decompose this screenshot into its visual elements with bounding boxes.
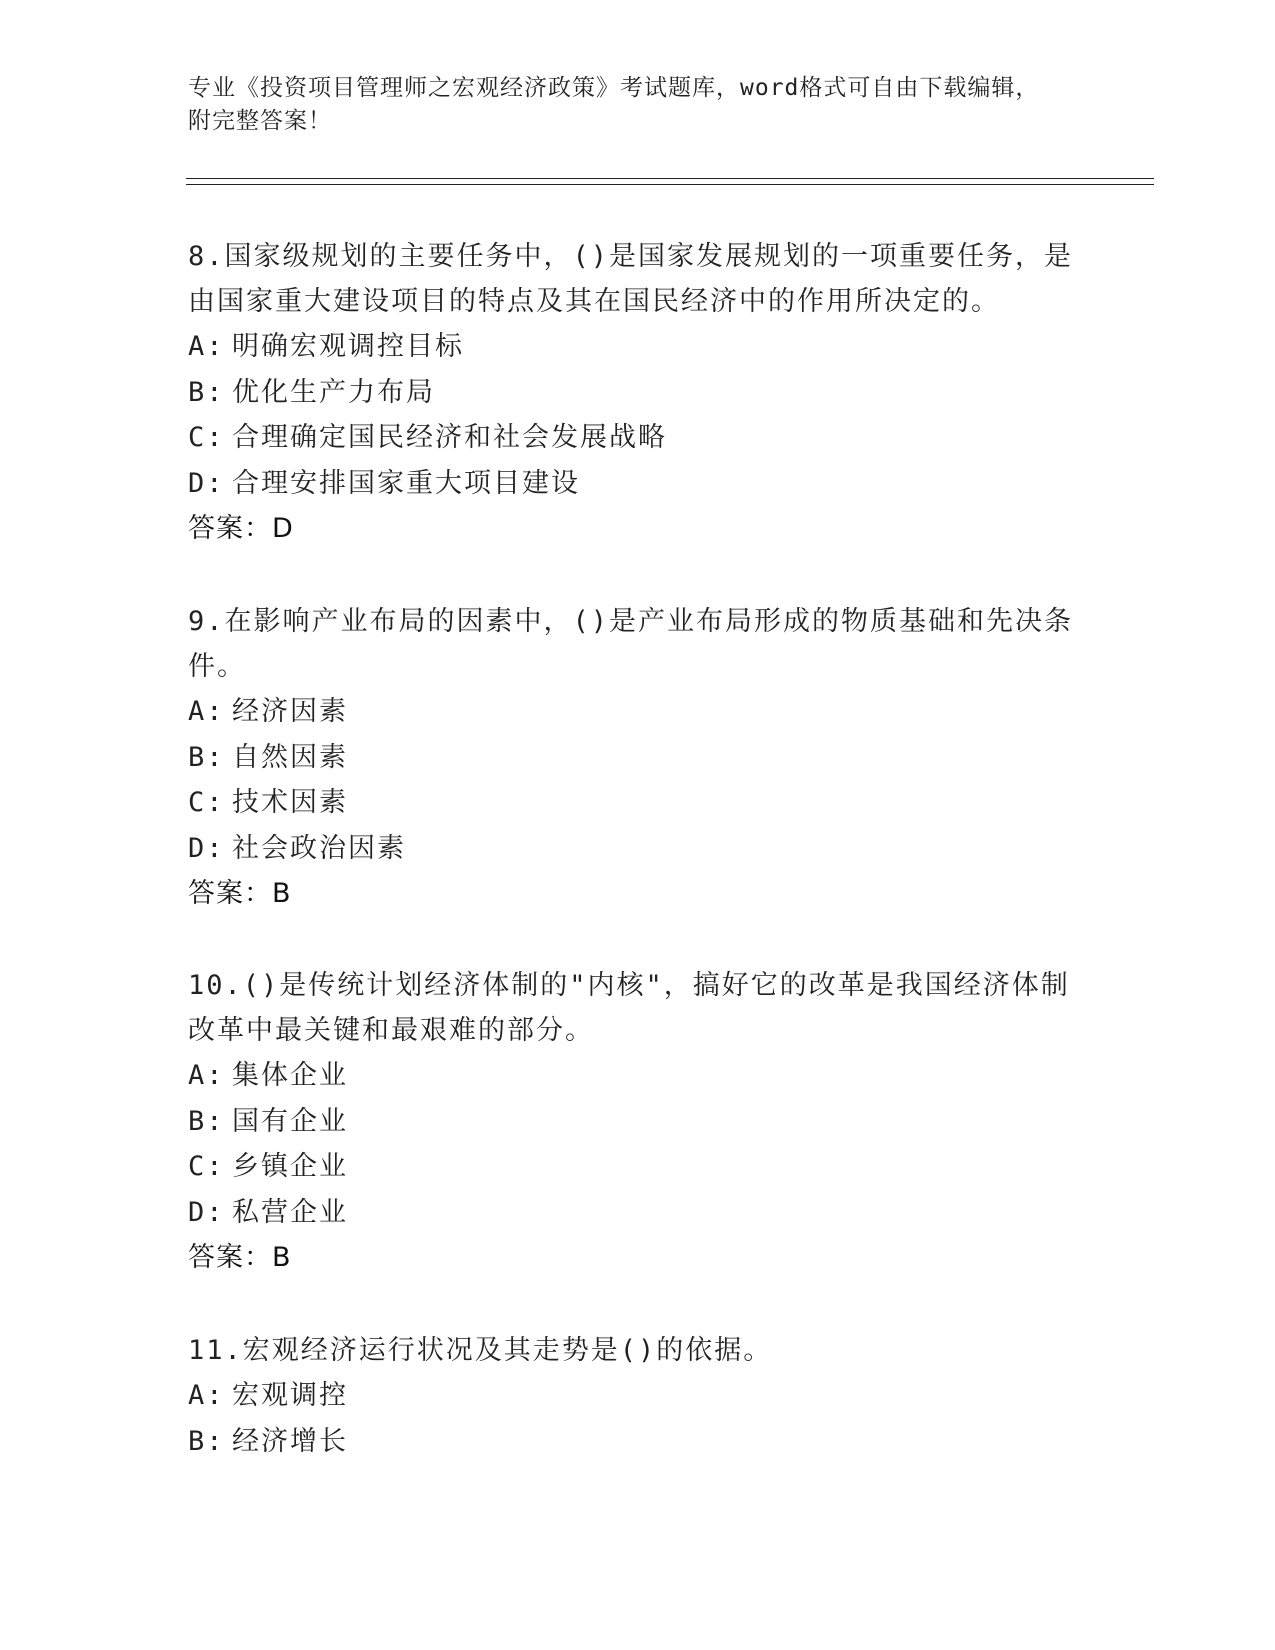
option-text: 优化生产力布局 [232, 376, 435, 408]
option-letter: C: [188, 422, 225, 453]
option-text: 合理安排国家重大项目建设 [232, 467, 580, 499]
option-letter: D: [188, 1196, 225, 1228]
question-11 [188, 1328, 1088, 1464]
header-line-1: 专业《投资项目管理师之宏观经济政策》考试题库，word格式可自由下载编辑， [188, 75, 1040, 101]
option-text: 合理确定国民经济和社会发展战略 [232, 422, 667, 453]
option-text: 经济因素 [232, 696, 348, 727]
option-a [188, 689, 1088, 735]
option-text: 宏观调控 [232, 1380, 348, 1411]
header-divider-top [186, 178, 1154, 179]
option-text: 集体企业 [232, 1060, 348, 1091]
option-text: 社会政治因素 [232, 832, 406, 864]
option-c [188, 780, 1088, 826]
option-b [188, 1419, 1088, 1465]
option-d [188, 1190, 1088, 1236]
option-c [188, 1144, 1088, 1190]
option-a [188, 1053, 1088, 1099]
question-stem: 11.宏观经济运行状况及其走势是()的依据。 [188, 1335, 773, 1366]
question-stem: 10.()是传统计划经济体制的"内核"，搞好它的改革是我国经济体制改革中最关键和最艰难的部分。 [188, 970, 1070, 1046]
option-letter: C: [188, 787, 225, 818]
option-letter: A: [188, 696, 225, 727]
question-stem: 9.在影响产业布局的因素中，()是产业布局形成的物质基础和先决条件。 [188, 606, 1074, 682]
option-text: 乡镇企业 [232, 1151, 348, 1182]
option-text: 私营企业 [232, 1196, 348, 1228]
question-8 [188, 234, 1088, 552]
option-letter: D: [188, 832, 225, 864]
option-letter: B: [188, 741, 225, 773]
answer: 答案：B [188, 878, 292, 909]
option-text: 经济增长 [232, 1425, 348, 1457]
option-b [188, 370, 1088, 416]
header-divider-bottom [186, 184, 1154, 185]
option-letter: B: [188, 1105, 225, 1137]
option-text: 国有企业 [232, 1105, 348, 1137]
option-a [188, 324, 1088, 370]
option-b [188, 1099, 1088, 1145]
option-letter: B: [188, 376, 225, 408]
option-letter: C: [188, 1151, 225, 1182]
answer: 答案：D [188, 513, 294, 544]
option-d [188, 461, 1088, 507]
option-letter: A: [188, 331, 225, 362]
option-b [188, 735, 1088, 781]
option-text: 自然因素 [232, 741, 348, 773]
option-text: 明确宏观调控目标 [232, 331, 464, 362]
option-letter: B: [188, 1425, 225, 1457]
option-letter: D: [188, 467, 225, 499]
option-text: 技术因素 [232, 787, 348, 818]
option-c [188, 415, 1088, 461]
option-letter: A: [188, 1380, 225, 1411]
document-header [188, 72, 1088, 138]
question-stem: 8.国家级规划的主要任务中，()是国家发展规划的一项重要任务，是由国家重大建设项目的特点及其在国民经济中的作用所决定的。 [188, 241, 1074, 317]
question-10 [188, 963, 1088, 1281]
header-line-2: 附完整答案！ [188, 108, 332, 134]
option-d [188, 826, 1088, 872]
option-a [188, 1373, 1088, 1419]
option-letter: A: [188, 1060, 225, 1091]
question-9 [188, 599, 1088, 917]
answer: 答案：B [188, 1242, 292, 1273]
